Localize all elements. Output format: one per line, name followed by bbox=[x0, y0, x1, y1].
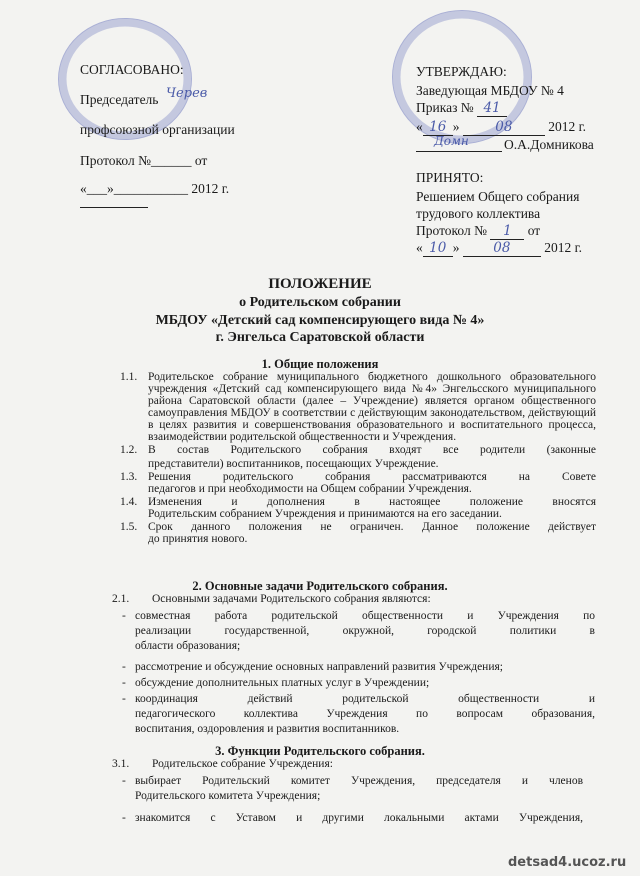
section3-item-line: выбирает Родительский комитет Учреждения, председателя и членов bbox=[135, 775, 583, 787]
section3-intro-number: 3.1. bbox=[112, 758, 130, 770]
section3-item-line: знакомится с Уставом и другими локальными актами Учреждения, bbox=[135, 812, 583, 824]
decision-line-1: Решением Общего собрания bbox=[416, 189, 580, 204]
title-line-2: о Родительском собрании bbox=[239, 295, 401, 310]
section3-bullet: - bbox=[122, 812, 126, 824]
right-protocol-date: « 10 » 08 2012 г. bbox=[416, 240, 583, 256]
section2-intro: Основными задачами Родительского собрания являются: bbox=[152, 593, 431, 605]
protocol-month: 08 bbox=[463, 240, 541, 257]
section3-intro: Родительское собрание Учреждения: bbox=[152, 758, 333, 770]
section1-item-line: Родительское собрание муниципального бюджетного дошкольного образовательного bbox=[148, 371, 596, 383]
approved-label: СОГЛАСОВАНО: bbox=[80, 62, 184, 77]
section2-item-line: реализации государственной, окружной, городской политики в bbox=[135, 625, 595, 637]
protocol-day: 10 bbox=[423, 240, 453, 257]
section2-item-line: совместная работа родительской общественности и Учреждения по bbox=[135, 610, 595, 622]
section2-bullet: - bbox=[122, 677, 126, 689]
section1-item-number: 1.2. bbox=[120, 444, 138, 456]
title-line-3: МБДОУ «Детский сад компенсирующего вида № 4» bbox=[155, 313, 485, 328]
section1-item-number: 1.5. bbox=[120, 521, 138, 533]
section2-item-line: воспитания, оздоровления и развития воспитанников. bbox=[135, 723, 400, 735]
section1-item-line: Срок данного положения не ограничен. Данное положение действует bbox=[148, 521, 596, 533]
section1-item-line: Изменения и дополнения в настоящее положение вносятся bbox=[148, 496, 596, 508]
site-watermark: detsad4.ucoz.ru bbox=[508, 855, 627, 870]
protocol-number: 1 bbox=[490, 223, 524, 240]
right-protocol-line: Протокол № 1 от bbox=[416, 223, 541, 239]
section1-item-line: взаимодействии родительской общественности и Учреждения. bbox=[148, 431, 457, 443]
section1-item-number: 1.1. bbox=[120, 371, 138, 383]
section1-item-number: 1.4. bbox=[120, 496, 138, 508]
chairman-label: Председатель bbox=[80, 92, 159, 107]
section2-bullet: - bbox=[122, 661, 126, 673]
left-signature-line bbox=[80, 207, 148, 208]
decision-line-2: трудового коллектива bbox=[416, 206, 541, 221]
section2-item-line: области образования; bbox=[135, 640, 241, 652]
section1-item-line: представители) воспитанников, посещающих Учреждение. bbox=[148, 458, 439, 470]
title-line-4: г. Энгельса Саратовской области bbox=[215, 330, 425, 345]
order-date-line: « 16 » 08 2012 г. bbox=[416, 119, 587, 135]
section1-item-line: района Саратовской области (далее – Учреждение) является органом общественного bbox=[148, 395, 596, 407]
section1-heading: 1. Общие положения bbox=[261, 357, 379, 371]
order-line: Приказ № 41 bbox=[416, 100, 507, 117]
section1-item-line: Решения родительского собрания рассматриваются на Совете bbox=[148, 471, 596, 483]
section2-intro-number: 2.1. bbox=[112, 593, 130, 605]
chairman-signature: Черев bbox=[166, 86, 208, 101]
section2-item-line: координация действий родительской общественности и bbox=[135, 693, 595, 705]
section1-item-number: 1.3. bbox=[120, 471, 138, 483]
section1-item-line: до принятия нового. bbox=[148, 533, 248, 545]
section2-bullet: - bbox=[122, 693, 126, 705]
order-number: 41 bbox=[477, 100, 507, 117]
head-label: Заведующая МБДОУ № 4 bbox=[416, 83, 564, 98]
union-label: профсоюзной организации bbox=[80, 122, 235, 137]
order-month: 08 bbox=[463, 119, 545, 136]
section2-bullet: - bbox=[122, 610, 126, 622]
section1-item-line: В состав Родительского собрания входят все родители (законные bbox=[148, 444, 596, 456]
section1-item-line: учреждения «Детский сад компенсирующего вида №4» Энгельсского муниципального bbox=[148, 383, 596, 395]
section2-item-line: педагогического коллектива Учреждения по вопросам образования, bbox=[135, 708, 595, 720]
section1-item-line: самоуправления МБДОУ в соответствии с действующим законодательством, действующий bbox=[148, 407, 596, 419]
section3-heading: 3. Функции Родительского собрания. bbox=[215, 744, 425, 758]
section1-item-line: Родительским собранием Учреждения и принимаются на его заседании. bbox=[148, 508, 502, 520]
head-signature-line bbox=[416, 151, 502, 152]
left-date: «___»___________ 2012 г. bbox=[80, 181, 230, 196]
approve-label: УТВЕРЖДАЮ: bbox=[416, 64, 507, 79]
section2-heading: 2. Основные задачи Родительского собрания. bbox=[192, 579, 448, 593]
section1-item-line: педагогов и при необходимости на Общем собрании Учреждения. bbox=[148, 483, 472, 495]
left-protocol: Протокол №______ от bbox=[80, 153, 208, 168]
section3-bullet: - bbox=[122, 775, 126, 787]
section2-item-line: рассмотрение и обсуждение основных направлений развития Учреждения; bbox=[135, 661, 503, 673]
head-signature: Домн bbox=[434, 134, 469, 148]
order-day: 16 bbox=[423, 119, 453, 136]
section2-item-line: обсуждение дополнительных платных услуг в Учреждении; bbox=[135, 677, 430, 689]
section3-item-line: Родительского комитета Учреждения; bbox=[135, 790, 321, 802]
section1-item-line: в целях развития и совершенствования образовательного и воспитательного процесса, bbox=[148, 419, 596, 431]
signer-name: О.А.Домникова bbox=[504, 137, 594, 152]
accepted-label: ПРИНЯТО: bbox=[416, 170, 484, 185]
title-line-1: ПОЛОЖЕНИЕ bbox=[268, 276, 372, 292]
